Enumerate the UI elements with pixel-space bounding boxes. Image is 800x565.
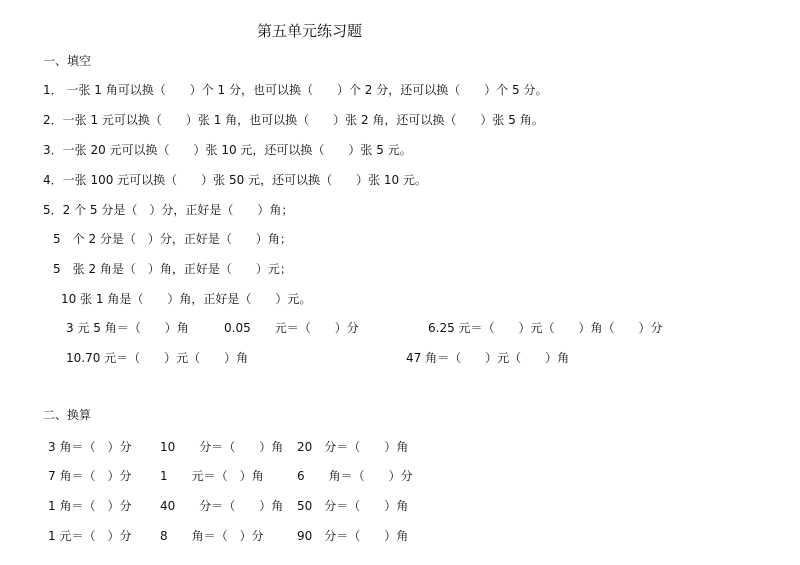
conversion-item: 0.05 元＝（ ）分 <box>224 321 359 335</box>
worksheet-title: 第五单元练习题 <box>257 22 363 40</box>
exchange-item: 40 分＝（ ）角 <box>160 499 284 513</box>
exchange-item: 50 分＝（ ）角 <box>297 499 409 513</box>
exchange-item: 8 角＝（ ）分 <box>160 529 264 543</box>
exchange-item: 10 分＝（ ）角 <box>160 440 284 454</box>
fill-in-question-4: 4．一张 100 元可以换（ ）张 50 元，还可以换（ ）张 10 元。 <box>43 173 427 187</box>
exchange-item: 1 角＝（ ）分 <box>48 499 132 513</box>
exchange-item: 7 角＝（ ）分 <box>48 469 132 483</box>
fill-in-question-5c: 5 张 2 角是（ ）角，正好是（ ）元； <box>53 262 292 276</box>
exchange-item: 20 分＝（ ）角 <box>297 440 409 454</box>
section-fill-in-heading: 一、填空 <box>43 54 92 68</box>
fill-in-question-3: 3．一张 20 元可以换（ ）张 10 元，还可以换（ ）张 5 元。 <box>43 143 412 157</box>
fill-in-question-5b: 5 个 2 分是（ ）分，正好是（ ）角； <box>53 232 292 246</box>
exchange-item: 1 元＝（ ）角 <box>160 469 264 483</box>
fill-in-question-1: 1． 一张 1 角可以换（ ）个 1 分，也可以换（ ）个 2 分，还可以换（ ）个 5 分。 <box>43 83 548 97</box>
conversion-item: 3 元 5 角＝（ ）角 <box>66 321 189 335</box>
conversion-item: 6.25 元＝（ ）元（ ）角（ ）分 <box>428 321 663 335</box>
fill-in-question-2: 2．一张 1 元可以换（ ）张 1 角，也可以换（ ）张 2 角，还可以换（ ）张 5 角。 <box>43 113 544 127</box>
fill-in-question-5d: 10 张 1 角是（ ）角，正好是（ ）元。 <box>61 292 312 306</box>
conversion-item: 47 角＝（ ）元（ ）角 <box>406 351 570 365</box>
fill-in-question-5a: 5．2 个 5 分是（ ）分，正好是（ ）角； <box>43 203 294 217</box>
exchange-item: 3 角＝（ ）分 <box>48 440 132 454</box>
conversion-item: 10.70 元＝（ ）元（ ）角 <box>66 351 249 365</box>
exchange-item: 6 角＝（ ）分 <box>297 469 413 483</box>
section-conversion-heading: 二、换算 <box>43 408 92 422</box>
exchange-item: 1 元＝（ ）分 <box>48 529 132 543</box>
exchange-item: 90 分＝（ ）角 <box>297 529 409 543</box>
